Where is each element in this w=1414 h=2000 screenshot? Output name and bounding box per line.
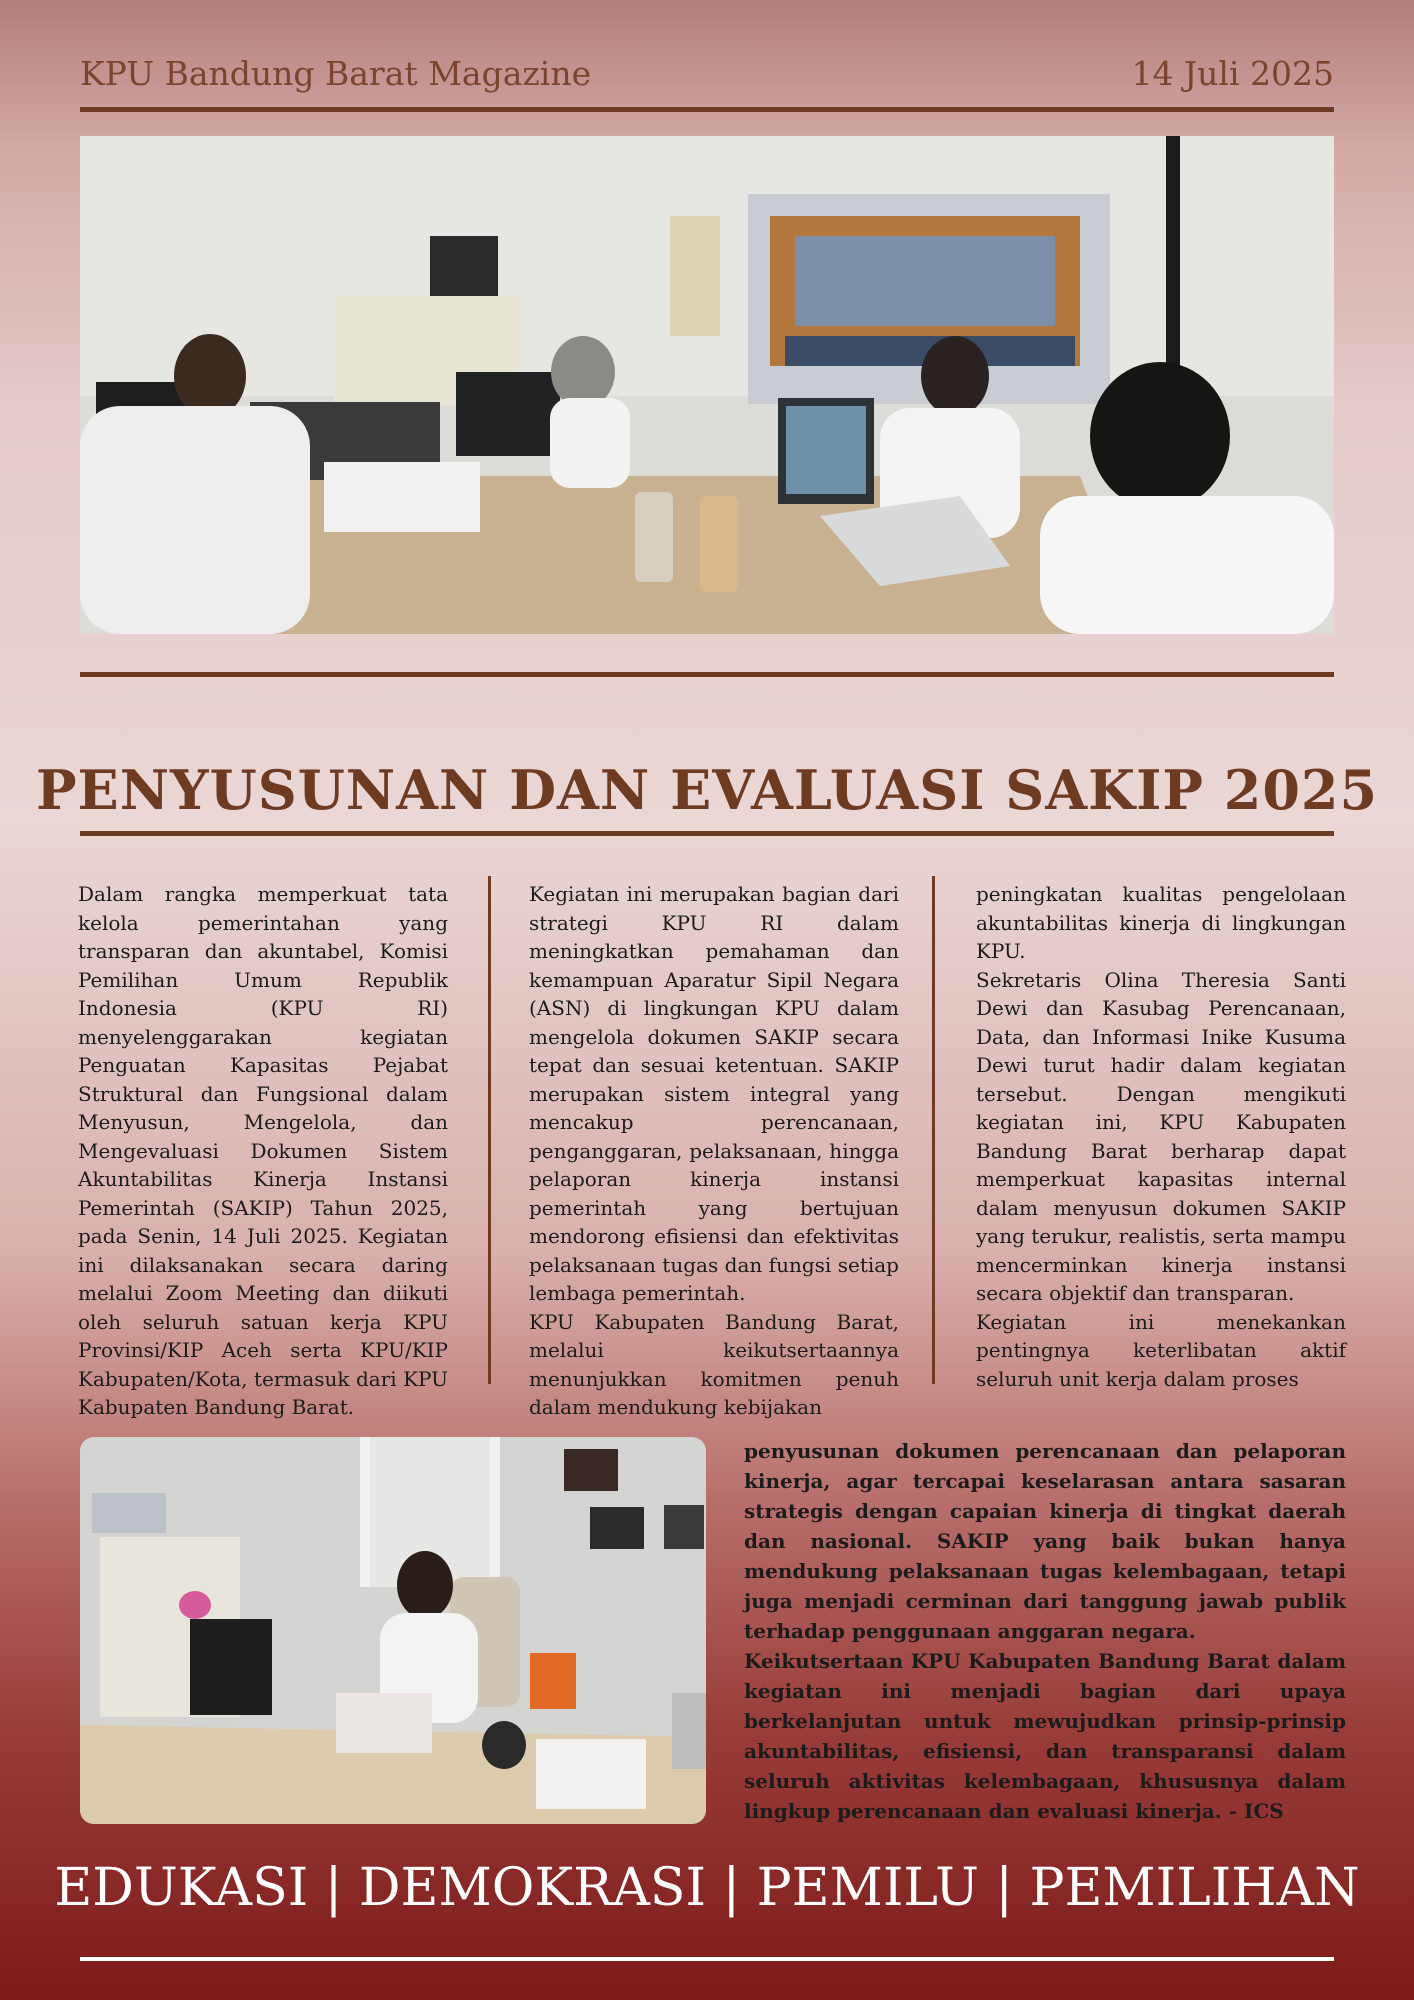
office-desk-photo: [80, 1437, 706, 1824]
article-title: PENYUSUNAN DAN EVALUASI SAKIP 2025: [35, 758, 1379, 823]
column2-paragraph-2: KPU Kabupaten Bandung Barat, melalui keikutsertaannya menunjukkan komitmen penuh dalam mendukung kebijakan: [529, 1309, 899, 1419]
column2-paragraph-1: Kegiatan ini merupakan bagian dari strategi KPU RI dalam meningkatkan pemahaman dan kemampuan Aparatur Sipil Negara (ASN) di lingkungan KPU dalam mengelola dokumen SAKIP secara tepat dan sesuai ketentuan. SAKIP merupakan sistem integral yang mencakup perencanaan, penganggaran, pelaksanaan, hingga pelaporan kinerja instansi pemerintah yang bertujuan mendorong efisiensi dan efektivitas pelaksanaan tugas dan fungsi setiap lembaga pemerintah.: [529, 882, 899, 1305]
article-bottom-text: [744, 1436, 1346, 1826]
column3-paragraph-2: Sekretaris Olina Theresia Santi Dewi dan Kasubag Perencanaan, Data, dan Informasi Inike Kusuma Dewi turut hadir dalam kegiatan tersebut. Dengan mengikuti kegiatan ini, KPU Kabupaten Bandung Barat berharap dapat memperkuat kapasitas internal dalam menyusun dokumen SAKIP yang terukur, realistis, serta mampu mencerminkan kinerja instansi secara objektif dan transparan.: [976, 967, 1346, 1305]
column1-paragraph-1: Dalam rangka memperkuat tata kelola pemerintahan yang transparan dan akuntabel, Komisi Pemilihan Umum Republik Indonesia (KPU RI) menyelenggarakan kegiatan Penguatan Kapasitas Pejabat Struktural dan Fungsional dalam Menyusun, Mengelola, dan Mengevaluasi Dokumen Sistem Akuntabilitas Kinerja Instansi Pemerintah (SAKIP) Tahun 2025, pada Senin, 14 Juli 2025. Kegiatan ini dilaksanakan secara daring melalui Zoom Meeting dan diikuti oleh seluruh satuan kerja KPU Provinsi/KIP Aceh serta KPU/KIP Kabupaten/Kota, termasuk dari KPU Kabupaten Bandung Barat.: [78, 882, 448, 1419]
footer-rule: [80, 1957, 1334, 1961]
bottom-paragraph-2: Keikutsertaan KPU Kabupaten Bandung Barat dalam kegiatan ini menjadi bagian dari upaya berkelanjutan untuk mewujudkan prinsip-prinsip akuntabilitas, efisiensi, dan transparansi dalam seluruh aktivitas kelembagaan, khususnya dalam lingkup perencanaan dan evaluasi kinerja. - ICS: [744, 1649, 1346, 1823]
article-column-1: [78, 880, 448, 1422]
column-divider-2: [932, 876, 935, 1384]
header-rule: [80, 107, 1334, 112]
article-column-3: [976, 880, 1346, 1393]
column3-paragraph-3: Kegiatan ini menekankan pentingnya keterlibatan aktif seluruh unit kerja dalam proses: [976, 1309, 1346, 1391]
column-divider-1: [488, 876, 491, 1384]
meeting-room-photo: [80, 136, 1334, 634]
bottom-paragraph-1: penyusunan dokumen perencanaan dan pelaporan kinerja, agar tercapai keselarasan antara sasaran strategis dengan capaian kinerja di tingkat daerah dan nasional. SAKIP yang baik bukan hanya mendukung pelaksanaan tugas kelembagaan, tetapi juga menjadi cerminan dari tanggung jawab publik terhadap penggunaan anggaran negara.: [744, 1439, 1346, 1643]
publication-date: 14 Juli 2025: [1131, 54, 1334, 93]
publication-name: KPU Bandung Barat Magazine: [80, 54, 592, 93]
title-bottom-rule: [80, 831, 1334, 836]
article-column-2: [529, 880, 899, 1422]
column3-paragraph-1: peningkatan kualitas pengelolaan akuntabilitas kinerja di lingkungan KPU.: [976, 882, 1346, 963]
title-top-rule: [80, 672, 1334, 677]
footer-tagline: EDUKASI | DEMOKRASI | PEMILU | PEMILIHAN: [54, 1858, 1360, 1918]
